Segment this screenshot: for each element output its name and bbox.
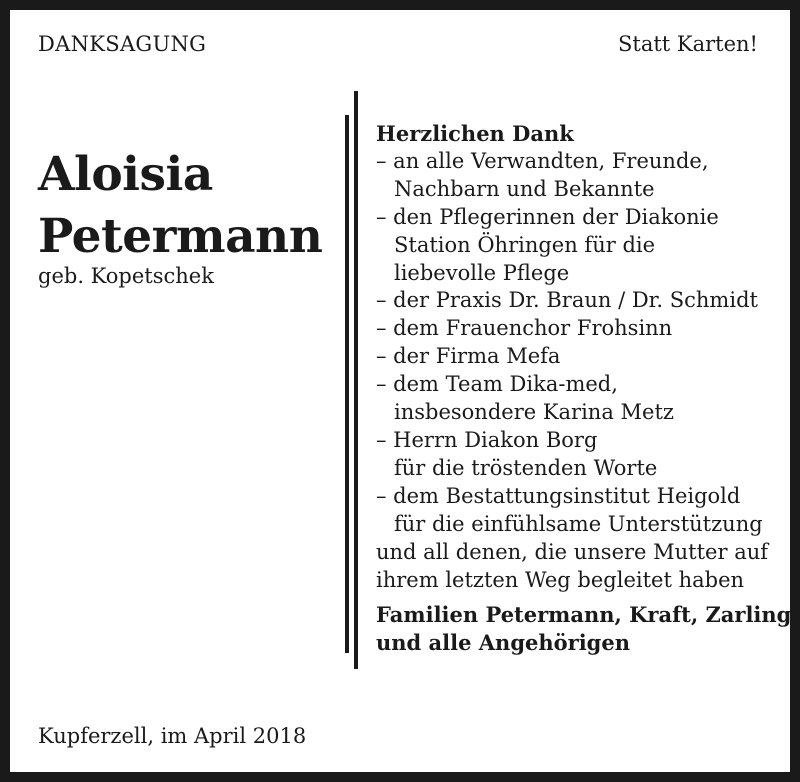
thanks-line: insbesondere Karina Metz [394, 400, 674, 425]
thanks-line: Nachbarn und Bekannte [394, 176, 655, 201]
divider-rule-short [345, 115, 349, 653]
header-note: Statt Karten! [618, 32, 758, 56]
thanks-line: für die einfühlsame Unterstützung [394, 511, 763, 536]
divider-rule-long [354, 91, 358, 669]
thanks-line: – dem Bestattungsinstitut Heigold [376, 483, 741, 508]
first-name: Aloisia [38, 147, 213, 202]
thanks-line: Station Öhringen für die [394, 232, 656, 257]
signature-line: und alle Angehörigen [376, 630, 630, 656]
thanks-line: – der Praxis Dr. Braun / Dr. Schmidt [376, 288, 758, 313]
header-title: DANKSAGUNG [38, 32, 207, 56]
thanks-line: – der Firma Mefa [376, 344, 561, 369]
thanks-heading: Herzlichen Dank [376, 121, 574, 146]
thanks-block [376, 120, 792, 657]
maiden-name: geb. Kopetschek [38, 264, 214, 288]
thanks-line: – an alle Verwandten, Freunde, [376, 148, 709, 173]
place-date: Kupferzell, im April 2018 [38, 724, 307, 748]
deceased-name [38, 144, 322, 268]
thanks-line: – den Pflegerinnen der Diakonie [376, 204, 719, 229]
thanks-line: für die tröstenden Worte [394, 455, 658, 480]
last-name: Petermann [38, 209, 323, 264]
thanks-line: ihrem letzten Weg begleitet haben [376, 567, 745, 592]
signature-line: Familien Petermann, Kraft, Zarling [376, 602, 792, 628]
signature [376, 601, 792, 657]
thanks-line: und all denen, die unsere Mutter auf [376, 539, 769, 564]
thanks-line: liebevolle Pflege [394, 260, 570, 285]
thanks-line: – dem Frauenchor Frohsinn [376, 316, 673, 341]
thanks-line: – dem Team Dika-med, [376, 372, 618, 397]
thanks-line: – Herrn Diakon Borg [376, 427, 598, 452]
